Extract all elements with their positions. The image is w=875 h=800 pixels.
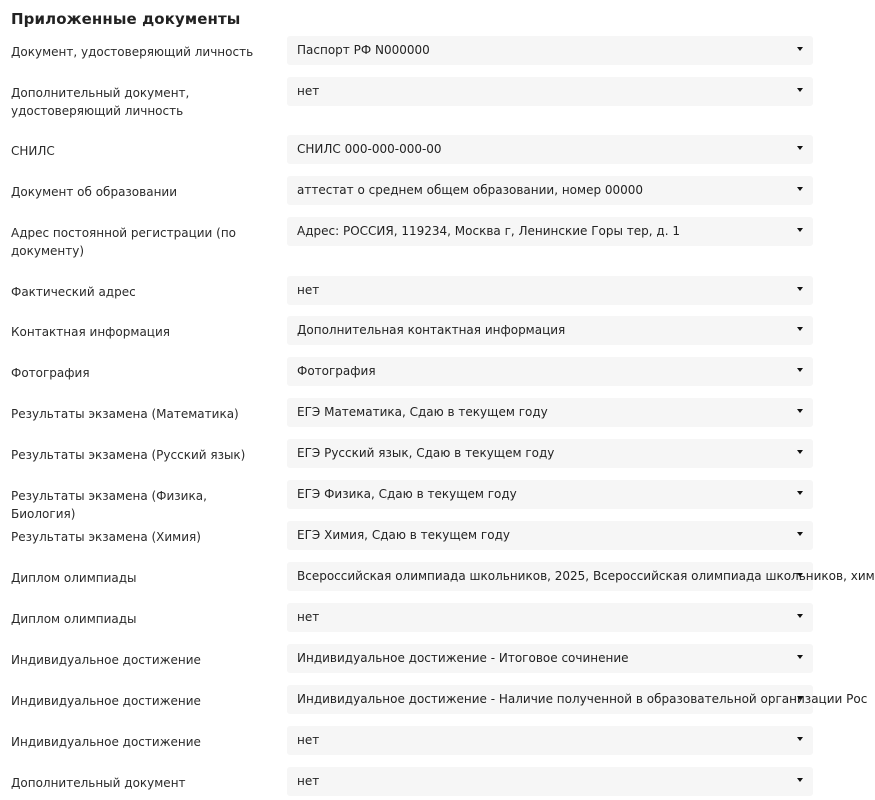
field-label: Результаты экзамена (Физика, Биология) bbox=[11, 489, 207, 521]
chevron-down-icon[interactable] bbox=[797, 573, 803, 577]
field-label: Адрес постоянной регистрации (по документу) bbox=[11, 226, 237, 258]
field-label: Диплом олимпиады bbox=[11, 571, 137, 585]
document-select[interactable] bbox=[287, 176, 813, 205]
chevron-down-icon[interactable] bbox=[797, 696, 803, 700]
select-value: Индивидуальное достижение - Наличие полученной в образовательной организации Рос bbox=[297, 692, 868, 706]
select-value: нет bbox=[297, 84, 320, 98]
document-select[interactable] bbox=[287, 398, 813, 427]
field-label: Дополнительный документ, удостоверяющий личность bbox=[11, 86, 190, 118]
chevron-down-icon[interactable] bbox=[797, 368, 803, 372]
field-label: СНИЛС bbox=[11, 144, 55, 158]
select-value: аттестат о среднем общем образовании, номер 00000 bbox=[297, 183, 644, 197]
select-value: Индивидуальное достижение - Итоговое сочинение bbox=[297, 651, 629, 665]
document-select[interactable] bbox=[287, 135, 813, 164]
document-select[interactable] bbox=[287, 36, 813, 65]
chevron-down-icon[interactable] bbox=[797, 146, 803, 150]
chevron-down-icon[interactable] bbox=[797, 532, 803, 536]
section-title: Приложенные документы bbox=[11, 10, 241, 28]
document-select[interactable] bbox=[287, 439, 813, 468]
field-label: Документ, удостоверяющий личность bbox=[11, 45, 254, 59]
document-select[interactable] bbox=[287, 276, 813, 305]
document-select[interactable] bbox=[287, 726, 813, 755]
document-select[interactable] bbox=[287, 77, 813, 106]
chevron-down-icon[interactable] bbox=[797, 655, 803, 659]
field-label: Индивидуальное достижение bbox=[11, 735, 201, 749]
document-select[interactable] bbox=[287, 357, 813, 386]
select-value: Всероссийская олимпиада школьников, 2025, Всероссийская олимпиада школьников, хим bbox=[297, 569, 875, 583]
select-value: СНИЛС 000-000-000-00 bbox=[297, 142, 442, 156]
document-select[interactable] bbox=[287, 316, 813, 345]
field-label: Индивидуальное достижение bbox=[11, 653, 201, 667]
chevron-down-icon[interactable] bbox=[797, 187, 803, 191]
select-value: ЕГЭ Математика, Сдаю в текущем году bbox=[297, 405, 548, 419]
field-label: Результаты экзамена (Русский язык) bbox=[11, 448, 246, 462]
document-select[interactable] bbox=[287, 767, 813, 796]
field-label: Результаты экзамена (Химия) bbox=[11, 530, 201, 544]
document-select[interactable] bbox=[287, 217, 813, 246]
chevron-down-icon[interactable] bbox=[797, 450, 803, 454]
document-select[interactable] bbox=[287, 603, 813, 632]
document-select[interactable] bbox=[287, 480, 813, 509]
chevron-down-icon[interactable] bbox=[797, 47, 803, 51]
select-value: Паспорт РФ N000000 bbox=[297, 43, 430, 57]
chevron-down-icon[interactable] bbox=[797, 737, 803, 741]
select-value: Дополнительная контактная информация bbox=[297, 323, 566, 337]
chevron-down-icon[interactable] bbox=[797, 327, 803, 331]
chevron-down-icon[interactable] bbox=[797, 778, 803, 782]
select-value: ЕГЭ Химия, Сдаю в текущем году bbox=[297, 528, 510, 542]
field-label: Контактная информация bbox=[11, 325, 170, 339]
select-value: нет bbox=[297, 774, 320, 788]
select-value: Фотография bbox=[297, 364, 376, 378]
field-label: Индивидуальное достижение bbox=[11, 694, 201, 708]
chevron-down-icon[interactable] bbox=[797, 287, 803, 291]
field-label: Диплом олимпиады bbox=[11, 612, 137, 626]
field-label: Фотография bbox=[11, 366, 90, 380]
chevron-down-icon[interactable] bbox=[797, 409, 803, 413]
document-select[interactable] bbox=[287, 685, 868, 714]
select-value: ЕГЭ Русский язык, Сдаю в текущем году bbox=[297, 446, 555, 460]
select-value: ЕГЭ Физика, Сдаю в текущем году bbox=[297, 487, 517, 501]
document-select[interactable] bbox=[287, 521, 813, 550]
chevron-down-icon[interactable] bbox=[797, 491, 803, 495]
select-value: нет bbox=[297, 283, 320, 297]
field-label: Документ об образовании bbox=[11, 185, 178, 199]
document-select[interactable] bbox=[287, 644, 813, 673]
select-value: нет bbox=[297, 733, 320, 747]
field-label: Результаты экзамена (Математика) bbox=[11, 407, 239, 421]
field-label: Дополнительный документ bbox=[11, 776, 186, 790]
chevron-down-icon[interactable] bbox=[797, 88, 803, 92]
select-value: нет bbox=[297, 610, 320, 624]
document-select[interactable] bbox=[287, 562, 875, 591]
chevron-down-icon[interactable] bbox=[797, 614, 803, 618]
field-label: Фактический адрес bbox=[11, 285, 136, 299]
select-value: Адрес: РОССИЯ, 119234, Москва г, Ленинские Горы тер, д. 1 bbox=[297, 224, 680, 238]
chevron-down-icon[interactable] bbox=[797, 228, 803, 232]
